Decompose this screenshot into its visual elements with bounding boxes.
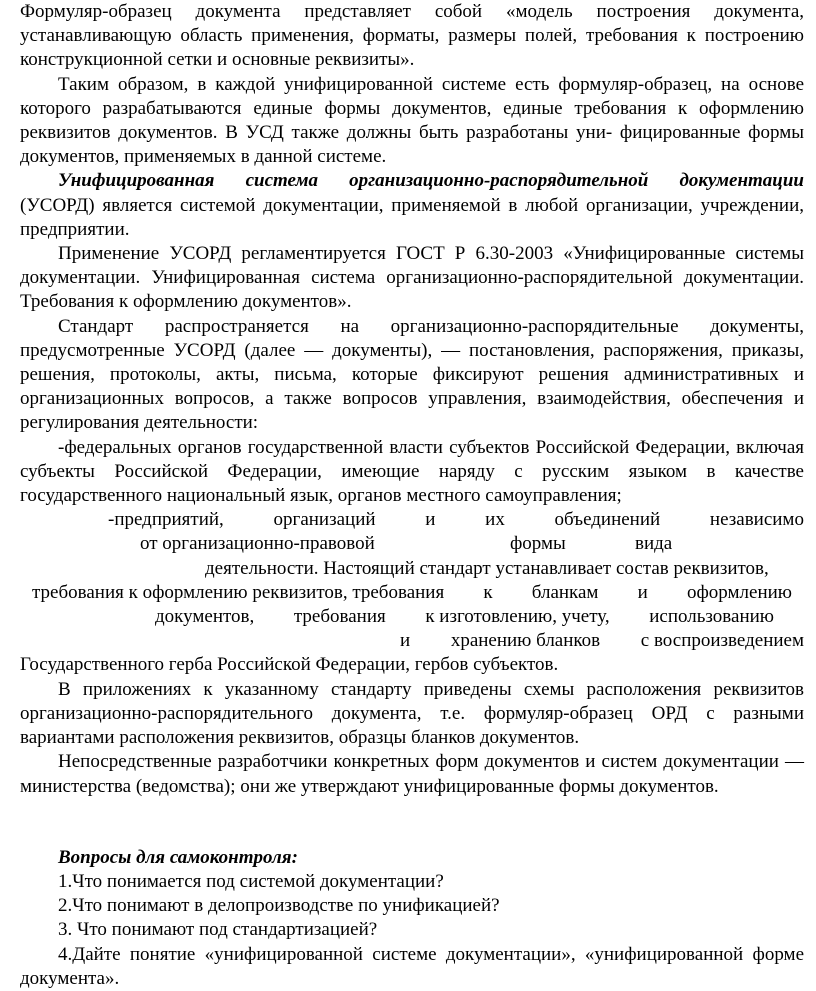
word: требования к оформлению реквизитов, требования — [32, 581, 445, 603]
paragraph-1: Формуляр-образец документа представляет собой «модель построения документа, устанавливающую область применения, форматы, размеры полей, требования к построению конструкционной сетки и основные реквизиты». — [20, 1, 804, 71]
p7-line-2 — [20, 532, 804, 556]
question-item: 3. Что понимают под стандартизацией? — [58, 919, 378, 941]
spacer — [20, 799, 804, 846]
question-item: 4.Дайте понятие «унифицированной системе документации», «унифицированной форме документа». — [20, 943, 804, 989]
word: требования — [293, 606, 386, 628]
word: объединений — [554, 509, 661, 531]
word: и — [637, 581, 648, 603]
word: независимо — [709, 509, 804, 531]
p7-line-1 — [20, 508, 804, 532]
word: их — [485, 509, 505, 531]
word: к — [483, 581, 493, 603]
word: вида — [635, 533, 673, 555]
word: с воспроизведением — [640, 630, 804, 652]
paragraph-7 — [20, 508, 804, 677]
word: бланкам — [531, 581, 599, 603]
p7-line-3: деятельности. Настоящий стандарт устанавливает состав реквизитов, — [205, 557, 769, 579]
paragraph-4: Применение УСОРД регламентируется ГОСТ Р 6.30-2003 «Унифицированные системы документации. Унифицированная система организационно-распорядительной документации. Требования к оформлению документов». — [20, 243, 804, 313]
word: оформлению — [686, 581, 792, 603]
paragraph-5: Стандарт распространяется на организационно-распорядительные документы, предусмотренные УСОРД (далее — документы), — постановления, распоряжения, приказы, решения, протоколы, акты, письма, которые фиксируют решения административных и организационных вопросов, а также вопросов управления, взаимодействия, обеспечения и регулирования деятельности: — [20, 315, 804, 434]
word: от организационно-правовой — [140, 533, 375, 555]
paragraph-3-rest: (УСОРД) является системой документации, применяемой в любой организации, учреждении, предприятии. — [20, 194, 804, 240]
p7-line-4 — [20, 581, 804, 605]
word: и — [400, 630, 411, 652]
question-item: 2.Что понимают в делопроизводстве по унификацией? — [58, 895, 500, 917]
p7-line-5 — [20, 605, 804, 629]
paragraph-2: Таким образом, в каждой унифицированной системе есть формуляр-образец, на основе которого разрабатываются единые формы документов, единые требования к оформлению реквизитов документов. В УСД также должны быть разработаны уни- фицированные формы документов, применяемых в данной системе. — [20, 73, 804, 168]
word: формы — [510, 533, 566, 555]
word: использованию — [649, 606, 774, 628]
paragraph-6: -федеральных органов государственной власти субъектов Российской Федерации, включая субъекты Российской Федерации, имеющие наряду с русским языком в качестве государственного национальный язык, органов местного самоуправления; — [20, 436, 804, 507]
word: к изготовлению, учету, — [425, 606, 610, 628]
word: -предприятий, — [108, 509, 224, 531]
usord-term: Унифицированная система организационно-распорядительной документации — [58, 170, 804, 192]
word: хранению бланков — [450, 630, 601, 652]
word: организаций — [273, 509, 376, 531]
word: и — [425, 509, 436, 531]
questions-heading: Вопросы для самоконтроля: — [58, 846, 298, 868]
word: документов, — [155, 606, 255, 628]
paragraph-8: В приложениях к указанному стандарту приведены схемы расположения реквизитов организационно-распорядительного документа, т.е. формуляр-образец ОРД с разными вариантами расположения реквизитов, образцы бланков документов. — [20, 678, 804, 749]
p7-line-7: Государственного герба Российской Федерации, гербов субъектов. — [20, 654, 559, 676]
paragraph-3 — [20, 169, 804, 242]
p7-line-6 — [20, 629, 804, 653]
question-item: 1.Что понимается под системой документации? — [58, 870, 444, 892]
paragraph-9: Непосредственные разработчики конкретных форм документов и систем документации — министерства (ведомства); они же утверждают унифицированные формы документов. — [20, 751, 804, 797]
